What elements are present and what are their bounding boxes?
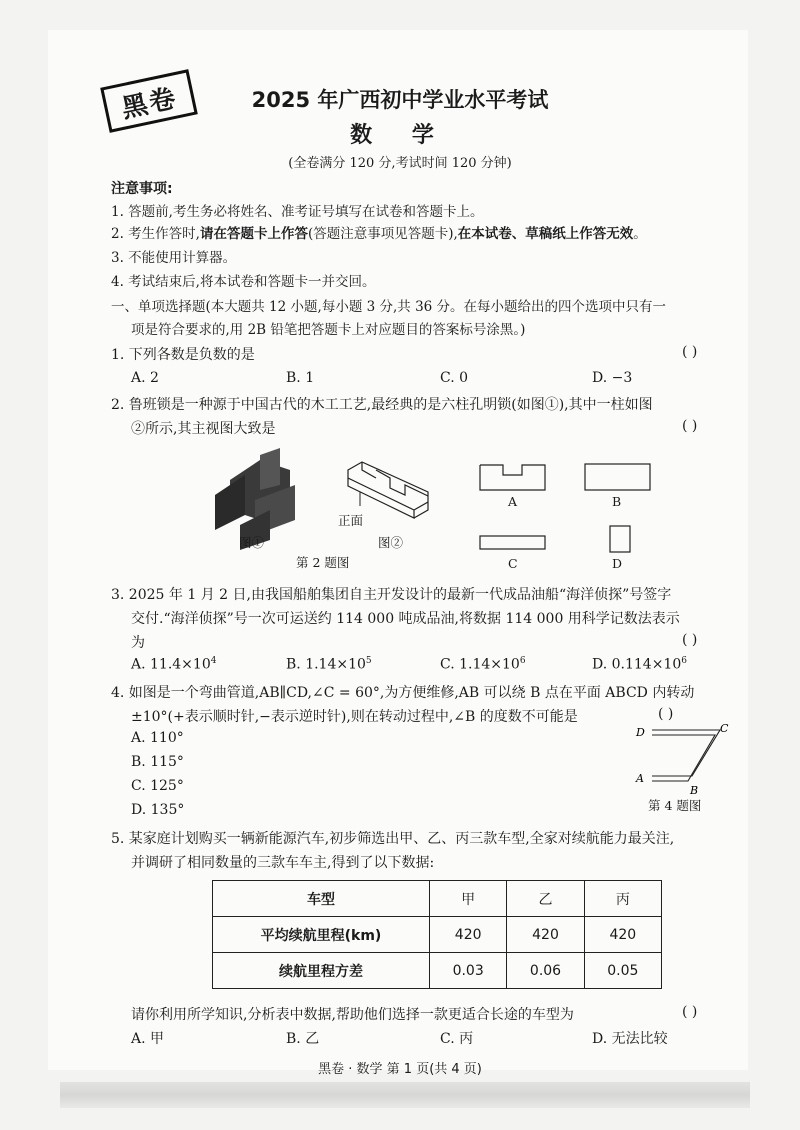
table-cell: 0.06 [507,953,584,989]
table-cell: 420 [584,917,661,953]
q4-point-c: C [720,722,729,735]
table-cell: 续航里程方差 [213,953,430,989]
q2-caption: 第 2 题图 [296,555,350,570]
q3-stem-line2: 交付.“海洋侦探”号一次可运送约 114 000 吨成品油,将数据 114 000 用科学记数法表示 [131,611,680,627]
q1-option-d: D. −3 [592,370,633,386]
q3-option-c: C. $1.14\times 10^6$ [440,656,526,673]
q4-point-a: A [636,772,644,785]
q5-stem-line2: 并调研了相同数量的三款车车主,得到了以下数据: [131,855,435,871]
q1-option-b: B. 1 [286,370,315,386]
option-a-drawing [480,465,545,490]
q2-stem-line2: ②所示,其主视图大致是 [131,421,276,437]
notice-item-1: 1. 答题前,考生务必将姓名、准考证号填写在试卷和答题卡上。 [111,204,484,220]
scan-shadow [60,1082,750,1108]
notice-item-3: 3. 不能使用计算器。 [111,250,237,266]
q4-option-b: B. 115° [131,754,184,770]
section1-instructions-line1: 一、单项选择题(本大题共 12 小题,每小题 3 分,共 36 分。在每小题给出的四个选项中只有一 [111,299,667,315]
notice-item-2: 2. 考生作答时,请在答题卡上作答(答题注意事项见答题卡),在本试卷、草稿纸上作答无效。 [111,226,647,242]
q2-answer-paren: ( ) [682,418,698,434]
table-cell: 0.03 [430,953,507,989]
q3-stem-line3: 为 [131,635,145,651]
q3-stem-line1: 3. 2025 年 1 月 2 日,由我国船舶集团自主开发设计的最新一代成品油船“海洋侦探”号签字 [111,587,672,603]
table-cell: 420 [507,917,584,953]
section1-instructions-line2: 项是符合要求的,用 2B 铅笔把答题卡上对应题目的答案标号涂黑。) [131,322,526,338]
q5-answer-paren: ( ) [682,1004,698,1020]
table-cell: 平均续航里程(km) [213,917,430,953]
option-d-drawing [610,526,630,552]
table-row [213,917,662,953]
q5-stem-line1: 5. 某家庭计划购买一辆新能源汽车,初步筛选出甲、乙、丙三款车型,全家对续航能力最关注, [111,831,675,847]
notice-item-4: 4. 考试结束后,将本试卷和答题卡一并交回。 [111,274,376,290]
q2-front-label: 正面 [338,513,364,528]
q4-stem-line2: ±10°(+表示顺时针,−表示逆时针),则在转动过程中,∠B 的度数不可能是 [131,709,578,725]
table-cell: 0.05 [584,953,661,989]
table-header-cell: 车型 [213,881,430,917]
q5-option-a: A. 甲 [131,1031,165,1047]
q4-point-d: D [636,726,645,739]
table-header-cell: 乙 [507,881,584,917]
exam-title: 2025 年广西初中学业水平考试 [251,88,549,112]
table-header-row [213,881,662,917]
table-header-cell: 丙 [584,881,661,917]
q5-data-table [212,880,662,989]
q2-stem-line1: 2. 鲁班锁是一种源于中国古代的木工工艺,最经典的是六柱孔明锁(如图①),其中一柱如图 [111,397,653,413]
q5-option-c: C. 丙 [440,1031,474,1047]
table-cell: 420 [430,917,507,953]
q1-answer-paren: ( ) [682,344,698,360]
option-b-drawing [585,464,650,490]
page-footer: 黑卷 · 数学 第 1 页(共 4 页) [318,1062,482,1077]
q1-stem: 1. 下列各数是负数的是 [111,347,255,363]
q3-option-b: B. $1.14\times 10^5$ [286,656,372,673]
q4-option-d: D. 135° [131,802,185,818]
pillar-drawing [348,462,428,518]
option-c-drawing [480,536,545,549]
full-marks-note: (全卷满分 120 分,考试时间 120 分钟) [288,156,512,171]
q2-label-d: D [612,556,623,571]
table-header-cell: 甲 [430,881,507,917]
q2-figures [200,440,680,570]
q4-option-c: C. 125° [131,778,184,794]
q4-caption: 第 4 题图 [648,798,702,813]
q2-fig2-label: 图② [378,535,404,550]
q4-stem-line1: 4. 如图是一个弯曲管道,AB∥CD,∠C = 60°,为方便维修,AB 可以绕 B 点在平面 ABCD 内转动 [111,685,695,701]
q2-label-c: C [508,556,518,571]
q3-option-d: D. $0.114\times 10^6$ [592,656,687,673]
black-paper-stamp: 黑卷 [100,69,198,133]
q4-answer-paren: ( ) [658,706,674,722]
notice-heading: 注意事项: [111,181,173,197]
q5-question: 请你利用所学知识,分析表中数据,帮助他们选择一款更适合长途的车型为 [131,1007,574,1023]
q5-option-b: B. 乙 [286,1031,320,1047]
q2-fig1-label: 图① [239,535,265,550]
q4-point-b: B [690,784,699,797]
q1-option-c: C. 0 [440,370,469,386]
q2-label-b: B [612,494,622,509]
q4-pipe-figure [630,720,735,800]
q5-option-d: D. 无法比较 [592,1031,668,1047]
q4-option-a: A. 110° [131,730,184,746]
q2-label-a: A [508,494,518,509]
q3-option-a: A. $11.4\times 10^4$ [131,656,217,673]
subject-title: 数 学 [350,123,450,148]
q1-option-a: A. 2 [131,370,159,386]
table-row [213,953,662,989]
q3-answer-paren: ( ) [682,632,698,648]
